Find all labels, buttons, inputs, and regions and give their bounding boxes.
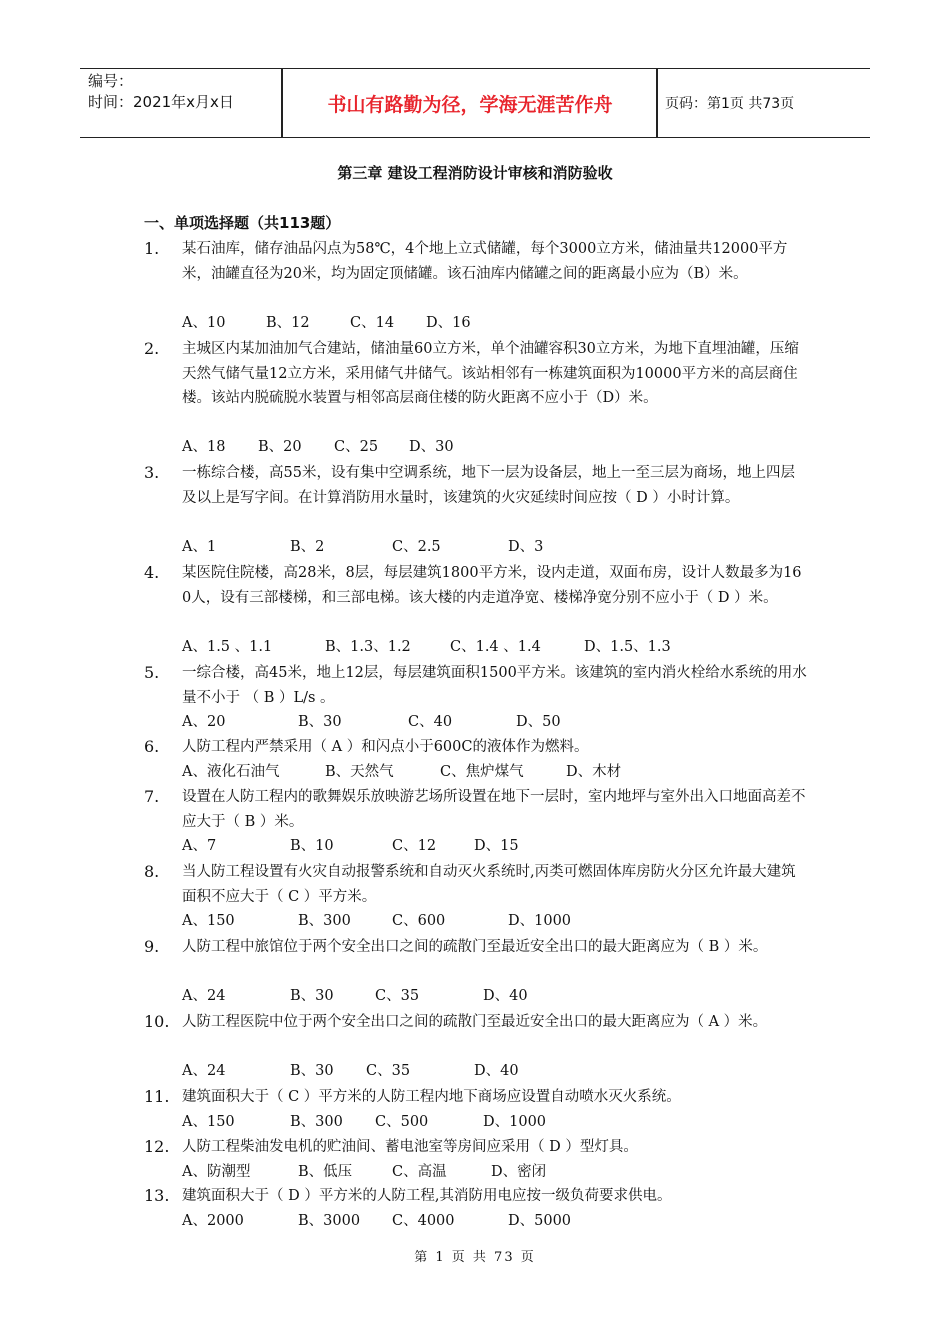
document-number-label: 编号： — [88, 72, 134, 90]
answer-option: D、16 — [426, 314, 471, 331]
answer-option: C、25 — [334, 439, 379, 455]
header-divider-right — [656, 69, 658, 137]
answer-option: D、1.5、1.3 — [584, 638, 671, 655]
question-number: 9. — [144, 937, 160, 956]
question-text: 主城区内某加油加气合建站，储油量60立方米，单个油罐容积30立方米，为地下直埋油罐，压缩天然气储气量12立方米，采用储气井储气。该站相邻有一栋建筑面积为10000平方米的高层商住楼。该站内脱硫脱水装置与相邻高层商住楼的防火距离不应小于（D）米。 — [182, 341, 799, 406]
answer-option: D、50 — [516, 714, 561, 730]
answer-option: D、40 — [483, 988, 528, 1004]
answer-option: C、14 — [350, 314, 395, 331]
question-number: 13. — [144, 1186, 170, 1205]
answer-option: A、24 — [182, 988, 226, 1004]
answer-option: C、40 — [408, 714, 453, 730]
question-text: 建筑面积大于（ D ）平方米的人防工程,其消防用电应按一级负荷要求供电。 — [182, 1188, 672, 1204]
answer-option: B、3000 — [298, 1212, 361, 1229]
question-number: 7. — [144, 787, 160, 806]
question-text: 设置在人防工程内的歌舞娱乐放映游艺场所设置在地下一层时，室内地坪与室外出入口地面高差不应大于（ B ）米。 — [182, 789, 806, 830]
answer-option: A、防潮型 — [182, 1163, 251, 1180]
answer-option: B、30 — [298, 714, 342, 730]
question-number: 5. — [144, 663, 160, 682]
answer-option: B、低压 — [298, 1163, 353, 1180]
answer-option: D、15 — [474, 838, 519, 854]
question-number: 8. — [144, 862, 160, 881]
document-header — [80, 68, 870, 138]
answer-option: A、24 — [182, 1063, 226, 1079]
question-number: 2. — [144, 339, 160, 358]
answer-option: D、40 — [474, 1063, 519, 1079]
question-text: 建筑面积大于（ C ）平方米的人防工程内地下商场应设置自动喷水灭火系统。 — [182, 1089, 681, 1105]
answer-option: C、焦炉煤气 — [440, 763, 524, 780]
question-text: 人防工程中旅馆位于两个安全出口之间的疏散门至最近安全出口的最大距离应为（ B ）米。 — [182, 939, 768, 955]
answer-option: C、35 — [366, 1063, 411, 1079]
answer-option: B、300 — [298, 913, 351, 929]
header-page-info: 页码：第1页 共73页 — [665, 96, 795, 112]
question-text: 当人防工程设置有火灾自动报警系统和自动灭火系统时,丙类可燃固体库房防火分区允许最大建筑面积不应大于（ C ）平方米。 — [182, 864, 796, 905]
question-text: 人防工程柴油发电机的贮油间、蓄电池室等房间应采用（ D ）型灯具。 — [182, 1139, 638, 1155]
answer-option: D、1000 — [483, 1113, 547, 1130]
section-title: 一、单项选择题（共113题） — [144, 214, 341, 232]
answer-option: D、1000 — [508, 913, 572, 929]
answer-option: D、5000 — [508, 1212, 572, 1229]
question-number: 3. — [144, 463, 160, 482]
answer-option: C、2.5 — [392, 538, 441, 555]
question-number: 10. — [144, 1012, 170, 1031]
answer-option: A、150 — [182, 913, 235, 929]
question-text: 一综合楼，高45米，地上12层，每层建筑面积1500平方米。该建筑的室内消火栓给水系统的用水量不小于 （ B ）L/s 。 — [182, 665, 807, 706]
answer-option: C、35 — [375, 988, 420, 1004]
page-footer: 第 1 页 共 73 页 — [414, 1250, 536, 1265]
answer-option: B、300 — [290, 1113, 343, 1130]
answer-option: A、2000 — [182, 1212, 244, 1229]
answer-option: B、12 — [266, 314, 310, 331]
answer-option: A、液化石油气 — [182, 763, 280, 780]
answer-option: A、1.5 、1.1 — [182, 638, 273, 655]
answer-option: B、30 — [290, 1063, 334, 1079]
answer-option: B、10 — [290, 838, 334, 854]
question-number: 11. — [144, 1087, 170, 1106]
answer-option: C、600 — [392, 913, 446, 929]
answer-option: B、30 — [290, 988, 334, 1004]
question-number: 6. — [144, 737, 160, 756]
answer-option: A、10 — [182, 314, 226, 331]
answer-option: D、30 — [409, 439, 454, 455]
answer-option: A、150 — [182, 1113, 235, 1130]
answer-option: B、天然气 — [325, 763, 394, 780]
answer-option: A、1 — [182, 538, 217, 555]
answer-option: C、12 — [392, 838, 437, 854]
question-number: 1. — [144, 239, 160, 258]
answer-option: C、1.4 、1.4 — [450, 638, 541, 655]
question-text: 人防工程内严禁采用（ A ）和闪点小于600C的液体作为燃料。 — [182, 739, 589, 755]
question-text: 人防工程医院中位于两个安全出口之间的疏散门至最近安全出口的最大距离应为（ A ）米。 — [182, 1014, 768, 1030]
answer-option: D、3 — [508, 538, 544, 555]
question-text: 某医院住院楼，高28米，8层，每层建筑1800平方米，设内走道，双面布房，设计人数最多为160人，设有三部楼梯，和三部电梯。该大楼的内走道净宽、楼梯净宽分别不应小于（ D ）米。 — [182, 565, 802, 606]
answer-option: B、1.3、1.2 — [325, 638, 411, 655]
header-motto: 书山有路勤为径，学海无涯苦作舟 — [327, 93, 613, 116]
answer-option: C、500 — [375, 1113, 429, 1130]
answer-option: D、密闭 — [491, 1163, 547, 1180]
question-number: 4. — [144, 563, 160, 582]
answer-option: A、18 — [182, 439, 226, 455]
answer-option: C、4000 — [392, 1212, 455, 1229]
answer-option: C、高温 — [392, 1163, 447, 1180]
answer-option: A、20 — [182, 714, 226, 730]
document-time-label: 时间：2021年x月x日 — [88, 93, 234, 111]
question-text: 某石油库，储存油品闪点为58℃，4个地上立式储罐，每个3000立方米，储油量共12000平方米，油罐直径为20米，均为固定顶储罐。该石油库内储罐之间的距离最小应为（B）米。 — [182, 241, 788, 282]
question-text: 一栋综合楼，高55米，设有集中空调系统，地下一层为设备层，地上一至三层为商场，地上四层及以上是写字间。在计算消防用水量时，该建筑的火灾延续时间应按（ D ）小时计算。 — [182, 465, 795, 506]
header-meta — [88, 71, 278, 113]
chapter-title: 第三章 建设工程消防设计审核和消防验收 — [337, 164, 613, 182]
answer-option: A、7 — [182, 838, 217, 854]
answer-option: D、木材 — [566, 763, 622, 780]
question-number: 12. — [144, 1137, 170, 1156]
answer-option: B、2 — [290, 538, 325, 555]
answer-option: B、20 — [258, 439, 302, 455]
